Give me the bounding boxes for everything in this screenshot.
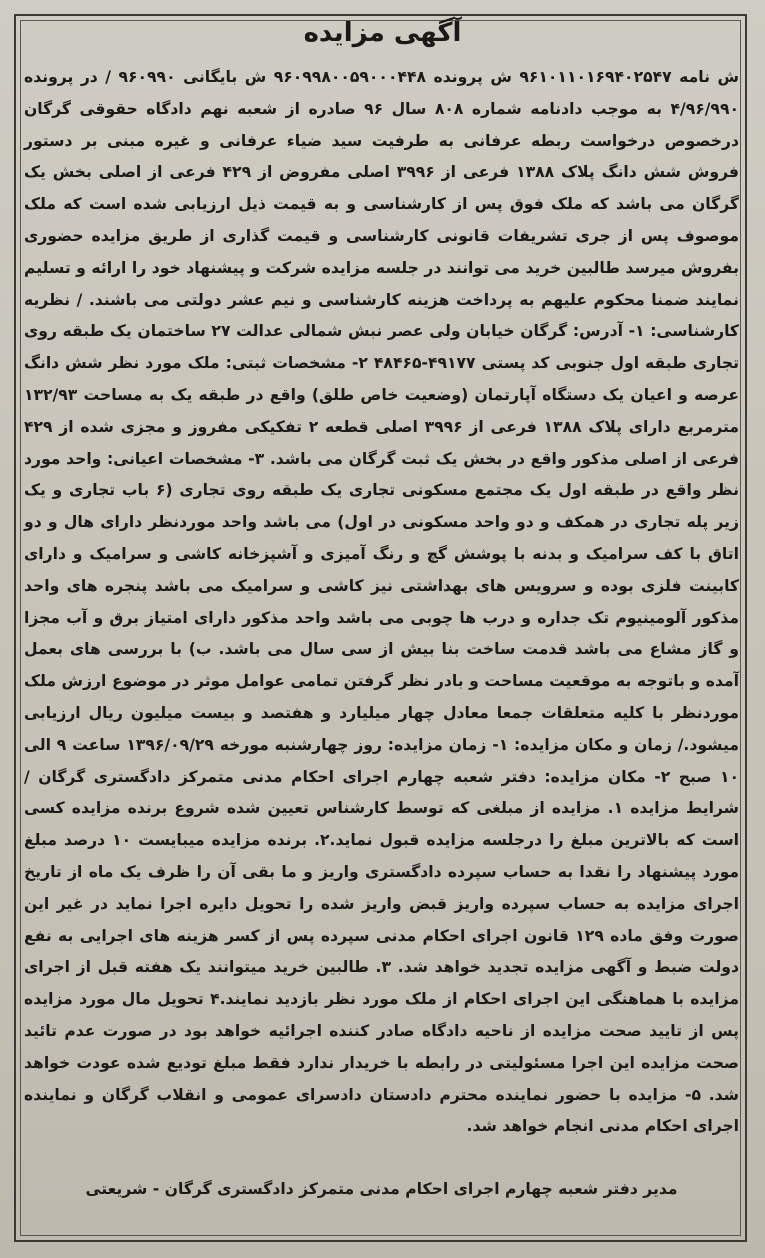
- notice-title: آگهی مزایده: [303, 18, 462, 48]
- notice-body: ش نامه ۹۶۱۰۱۱۰۱۶۹۴۰۲۵۴۷ ش پرونده ۹۶۰۹۹۸۰۰۵۹۰۰۰۴۴۸ ش بایگانی ۹۶۰۹۹۰ / در پرونده ۴/۹۶/۹۹۰ به موجب دادنامه شماره ۸۰۸ سال ۹۶ صادره از شعبه نهم دادگاه حقوقی گرگان درخصوص درخواست ربطه عرفانی به طرفیت سید ضیاء عرفانی و غیره مبنی بر دستور فروش شش دانگ پلاک ۱۳۸۸ فرعی از ۳۹۹۶ اصلی مفروض از ۴۲۹ فرعی از اصلی بخش یک گرگان می باشد که ملک فوق پس از کارشناسی و به قیمت ذیل ارزیابی شده است که ملک موصوف پس از جری تشریفات قانونی کارشناسی و قیمت گذاری از طریق مزایده حضوری بفروش میرسد طالبین خرید می توانند در جلسه مزایده شرکت و پیشنهاد خود را ارائه و تسلیم نمایند ضمنا محکوم علیهم به پرداخت هزینه کارشناسی و نیم عشر دولتی می باشند. / نظریه کارشناسی: ۱- آدرس: گرگان خیابان ولی عصر نبش شمالی عدالت ۲۷ ساختمان یک طبقه روی تجاری طبقه اول جنوبی کد پستی ۴۹۱۷۷-۴۸۴۶۵ ۲- مشخصات ثبتی: ملک مورد نظر شش دانگ عرصه و اعیان یک دستگاه آپارتمان (وضعیت خاص طلق) واقع در طبقه یک به مساحت ۱۳۲/۹۳ مترمربع دارای پلاک ۱۳۸۸ فرعی از ۳۹۹۶ اصلی قطعه ۲ تفکیکی مفروز و مجزی شده از ۴۲۹ فرعی از اصلی مذکور واقع در بخش یک ثبت گرگان می باشد. ۳- مشخصات اعیانی: واحد مورد نظر واقع در طبقه اول یک مجتمع مسکونی تجاری یک طبقه روی تجاری (۶ باب تجاری و یک زیر پله تجاری در همکف و دو واحد مسکونی در اول) می باشد واحد موردنظر دارای هال و دو اتاق با کف سرامیک و بدنه با پوشش گچ و رنگ آمیزی و آشپزخانه کاشی و سرامیک و دارای کابینت فلزی بوده و سرویس های بهداشتی نیز کاشی و سرامیک می باشد پنجره های واحد مذکور آلومینیوم تک جداره و درب ها چوبی می باشد واحد مذکور دارای امتیاز برق و آب مجزا و گاز مشاع می باشد قدمت ساخت بنا بیش از سی سال می باشد. ب) با بررسی های بعمل آمده و باتوجه به موقعیت مساحت و بادر نظر گرفتن تمامی عوامل موثر در موضوع ارزش ملک موردنظر با کلیه متعلقات جمعا معادل چهار میلیارد و هفتصد و بیست میلیون ریال ارزیابی میشود./ زمان و مکان مزایده: ۱- زمان مزایده: روز چهارشنبه مورخه ۱۳۹۶/۰۹/۲۹ ساعت ۹ الی ۱۰ صبح ۲- مکان مزایده: دفتر شعبه چهارم اجرای احکام مدنی متمرکز دادگستری گرگان / شرایط مزایده ۱. مزایده از مبلغی که توسط کارشناس تعیین شده شروع برنده مزایده کسی است که بالاترین مبلغ را درجلسه مزایده قبول نماید.۲. برنده مزایده میبایست ۱۰ درصد مبلغ مورد پیشنهاد را نقدا به حساب سپرده دادگستری واریز و ما بقی آن را ظرف یک ماه از تاریخ اجرای مزایده به حساب سپرده واریز قبض واریز شده را تحویل دایره اجرا نماید در غیر این صورت وفق ماده ۱۲۹ قانون اجرای احکام مدنی سپرده پس از کسر هزینه های اجرایی به نفع دولت ضبط و آگهی مزایده تجدید خواهد شد. ۳. طالبین خرید میتوانند یک هفته قبل از اجرای مزایده با هماهنگی این اجرای احکام از ملک مورد نظر بازدید نمایند.۴ تحویل مال مورد مزایده پس از تایید صحت مزایده از ناحیه دادگاه صادر کننده اجرائیه خواهد بود در صورت عدم تائید صحت مزایده این اجرا مسئولیتی در رابطه با خریدار ندارد فقط مبلغ تودیع شده عودت خواهد شد. ۵- مزایده با حضور نماینده محترم دادستان دادسرای عمومی و انقلاب گرگان و نماینده اجرای احکام مدنی انجام خواهد شد.: [24, 68, 740, 1136]
- notice-signature: مدیر دفتر شعبه چهارم اجرای احکام مدنی متمرکز دادگستری گرگان - شریعتی: [85, 1180, 678, 1198]
